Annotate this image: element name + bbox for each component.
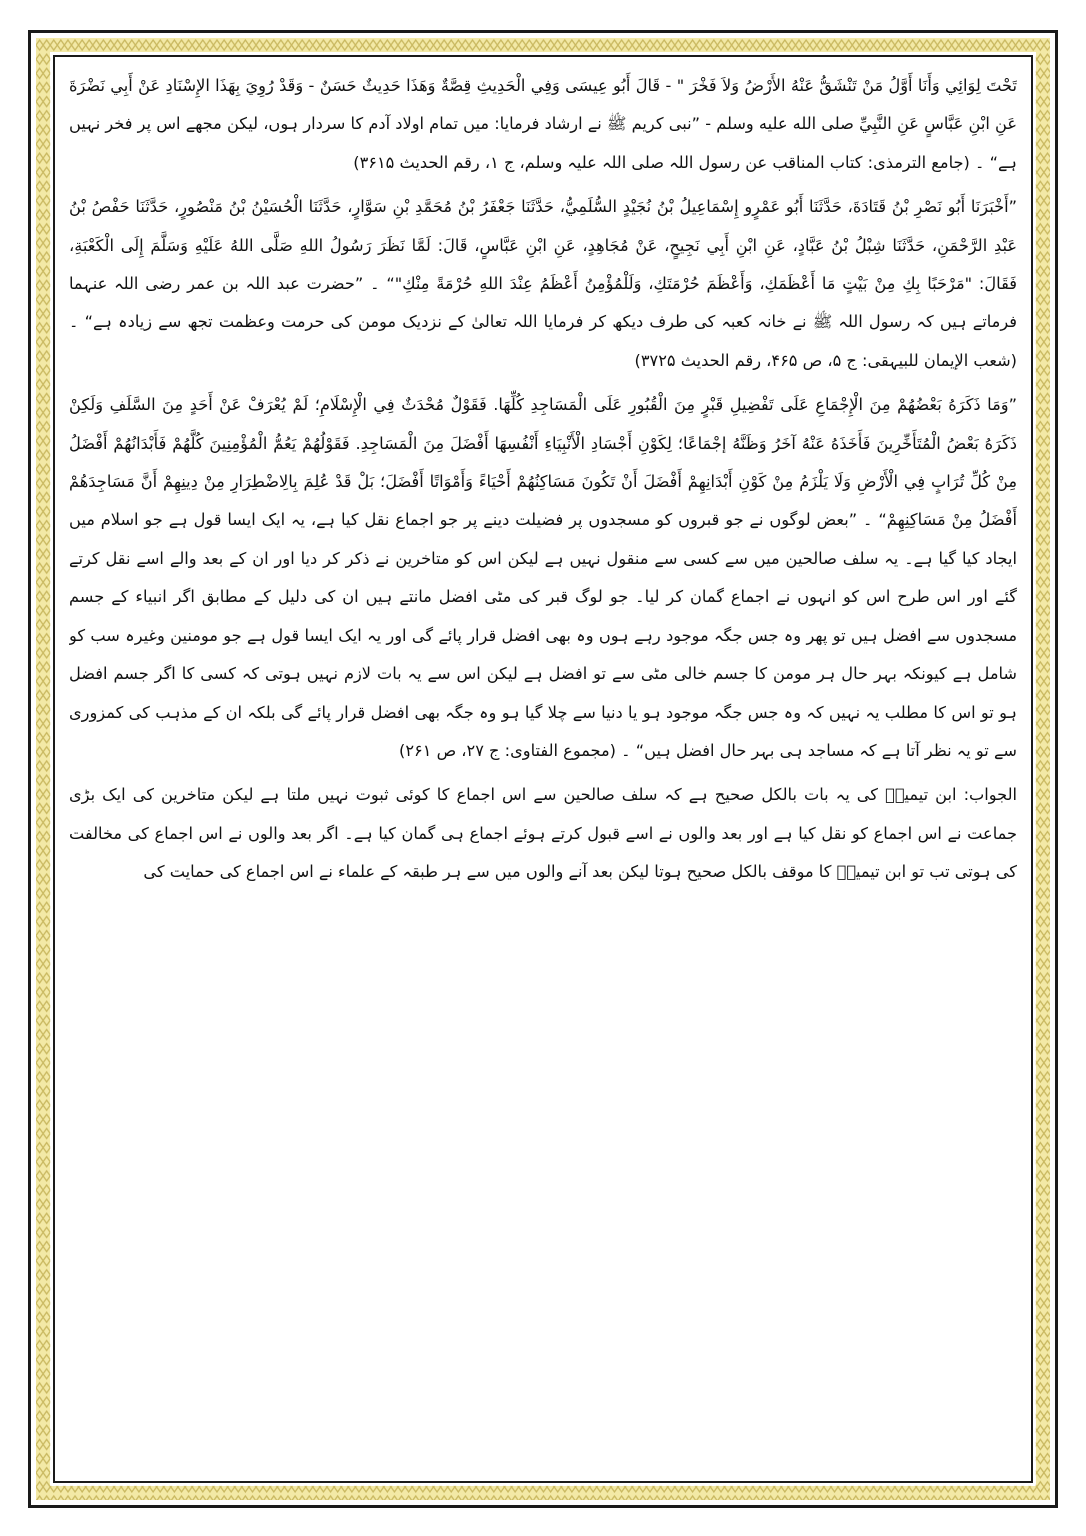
urdu-translation: ”حضرت عبد اللہ بن عمر رضی اللہ عنہما فرماتے ہیں کہ رسول اللہ ﷺ نے خانہ کعبہ کی طرف دیکھ کر فرمایا اللہ تعالیٰ کے نزدیک مومن کی حرمت وعظمت تجھ سے زیادہ ہے“ ۔	[69, 274, 1017, 332]
reference: (شعب الإیمان للبیہقی: ج ۵، ص ۴۶۵، رقم الحدیث ۳۷۲۵)	[634, 350, 1017, 370]
paragraph-2	[69, 188, 1017, 380]
paragraph-3	[69, 386, 1017, 770]
arabic-text: ”وَمَا ذَكَرَهُ بَعْضُهُمْ مِنَ الْإِجْمَاعِ عَلَى تَفْضِيلِ قَبْرٍ مِنَ الْقُبُورِ عَلَى الْمَسَاجِدِ كُلِّهَا. فَقَوْلٌ مُحْدَثٌ فِي الْإِسْلَامِ؛ لَمْ يُعْرَفْ عَنْ أَحَدٍ مِنَ السَّلَفِ وَلَكِنْ ذَكَرَهُ بَعْضُ الْمُتَأَخِّرِينَ فَأَخَذَهُ عَنْهُ آخَرُ وَظَنَّهُ إجْمَاعًا؛ لِكَوْنِ أَجْسَادِ الْأَنْبِيَاءِ أَنْفُسِهَا أَفْضَلَ مِنَ الْمَسَاجِدِ. فَقَوْلُهُمْ يَعُمُّ الْمُؤْمِنِينَ كُلَّهُمْ فَأَبْدَانُهُمْ أَفْضَلُ مِنْ كُلِّ تُرَابٍ فِي الْأَرْضِ وَلَا يَلْزَمُ مِنْ كَوْنِ أَبْدَانِهِمْ أَفْضَلَ أَنْ تَكُونَ مَسَاكِنُهُمْ أَحْيَاءً وَأَمْوَاتًا أَفْضَلَ؛ بَلْ قَدْ عُلِمَ بِالِاضْطِرَارِ مِنْ دِينِهِمْ أَنَّ مَسَاجِدَهُمْ أَفْضَلُ مِنْ مَسَاكِنِهِمْ“ ۔	[69, 395, 1017, 530]
document-body	[69, 67, 1017, 1471]
reference: (جامع الترمذی: کتاب المناقب عن رسول اللہ صلی اللہ علیہ وسلم، ج ۱، رقم الحدیث ۳۶۱۵)	[353, 152, 970, 172]
paragraph-4-answer	[69, 776, 1017, 891]
arabic-text: ”أَخْبَرَنَا أَبُو نَصْرِ بْنُ قَتَادَةَ، حَدَّثَنَا أَبُو عَمْرٍو إِسْمَاعِيلُ بْنُ نُجَيْدٍ السُّلَمِيُّ، حَدَّثَنَا جَعْفَرُ بْنُ مُحَمَّدِ بْنِ سَوَّارٍ، حَدَّثَنَا الْحُسَيْنُ بْنُ مَنْصُورٍ، حَدَّثَنَا حَفْصُ بْنُ عَبْدِ الرَّحْمَنِ، حَدَّثَنَا شِبْلُ بْنُ عَبَّادٍ، عَنِ ابْنِ أَبِي نَجِيحٍ، عَنْ مُجَاهِدٍ، عَنِ ابْنِ عَبَّاسٍ، قَالَ: لَمَّا نَظَرَ رَسُولُ اللهِ صَلَّى اللهُ عَلَيْهِ وَسَلَّمَ إِلَى الْكَعْبَةِ، فَقَالَ: "مَرْحَبًا بِكِ مِنْ بَيْتٍ مَا أَعْظَمَكِ، وَأَعْظَمَ حُرْمَتَكِ، وَلَلْمُؤْمِنُ أَعْظَمُ عِنْدَ اللهِ حُرْمَةً مِنْكِ"“ ۔	[69, 197, 1017, 294]
urdu-answer-text: الجواب: ابن تیمیہؒ کی یہ بات بالکل صحیح ہے کہ سلف صالحین سے اس اجماع کا کوئی ثبوت نہیں ملتا ہے لیکن متاخرین کی ایک بڑی جماعت نے اس اجماع کو نقل کیا ہے اور بعد والوں نے اسے قبول کرتے ہوئے اجماع ہی گمان کیا ہے۔ اگر بعد والوں نے اس اجماع کی مخالفت کی ہوتی تب تو ابن تیمیہؒ کا موقف بالکل صحیح ہوتا لیکن بعد آنے والوں میں سے ہر طبقہ کے علماء نے اس اجماع کی حمایت کی	[69, 785, 1017, 882]
urdu-translation: ”بعض لوگوں نے جو قبروں کو مسجدوں پر فضیلت دینے پر جو اجماع نقل کیا ہے، یہ ایک ایسا قول ہے جو اسلام میں ایجاد کیا گیا ہے۔ یہ سلف صالحین میں سے کسی سے منقول نہیں ہے لیکن اس کو متاخرین نے ذکر کر دیا اور ان کے بعد والے اسے نقل کرتے گئے اور اس طرح اس کو انہوں نے اجماع گمان کر لیا۔ جو لوگ قبر کی مٹی افضل مانتے ہیں ان کی دلیل کے مطابق اگر انبیاء کے جسم مسجدوں سے افضل ہیں تو پھر وہ جس جگہ موجود رہے ہوں وہ بھی افضل قرار پائے گی اور یہ ایک ایسا قول ہے جو مومنین وغیرہ سب کو شامل ہے کیونکہ بہر حال ہر مومن کا جسم خالی مٹی سے تو افضل ہے لیکن اس سے یہ بات لازم نہیں ہوتی کہ کسی کا اگر جسم افضل ہو تو اس کا مطلب یہ نہیں کہ وہ جس جگہ موجود ہو یا دنیا سے چلا گیا ہو وہ جگہ بھی افضل قرار پائے گی بلکہ ان کے مذہب کی کمزوری سے تو یہ نظر آتا ہے کہ مساجد ہی بہر حال افضل ہیں“ ۔	[69, 510, 1017, 760]
page-border-outer	[28, 30, 1058, 1508]
paragraph-1	[69, 67, 1017, 182]
urdu-translation: ”نبی کریم ﷺ نے ارشاد فرمایا: میں تمام اولاد آدم کا سردار ہوں، لیکن مجھے اس پر فخر نہیں ہے“ ۔	[69, 114, 1017, 172]
arabic-text: تَحْتَ لِوَائِي وَأَنَا أَوَّلُ مَنْ تَنْشَقُّ عَنْهُ الأَرْضُ وَلاَ فَخْرَ " - قَالَ أَبُو عِيسَى وَفِي الْحَدِيثِ قِصَّةٌ وَهَذَا حَدِيثٌ حَسَنٌ - وَقَدْ رُوِيَ بِهَذَا الإِسْنَادِ عَنْ أَبِي نَضْرَةَ عَنِ ابْنِ عَبَّاسٍ عَنِ النَّبِيِّ صلى الله عليه وسلم -	[69, 76, 1017, 134]
reference: (مجموع الفتاوی: ج ۲۷، ص ۲۶۱)	[399, 740, 616, 760]
